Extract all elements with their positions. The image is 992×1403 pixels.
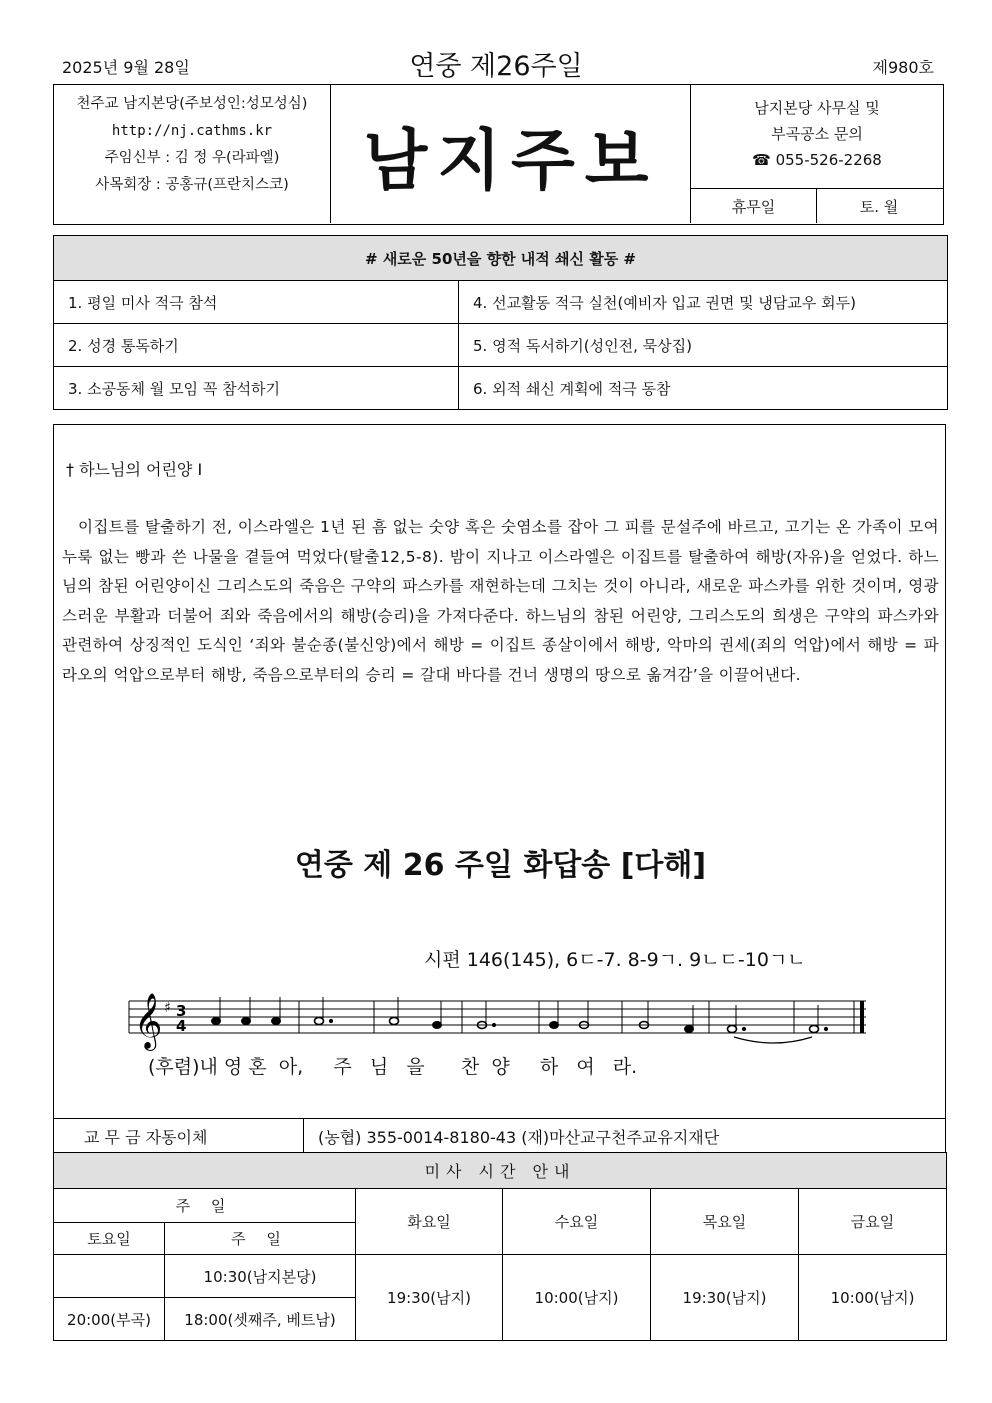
office-contact [691, 85, 943, 189]
psalm-refrain: (후렴)내 영 혼 아, 주 님 을 찬 양 하 여 라. [148, 1056, 638, 1078]
saturday-empty [54, 1255, 165, 1298]
parish-info [54, 85, 331, 223]
sunday-subheader: 주 일 [165, 1223, 356, 1255]
quarter-note [685, 1026, 694, 1033]
mass-schedule-table [53, 1152, 947, 1341]
psalm-title: 연중 제 26 주일 화답송 [다해] [294, 848, 707, 883]
sunday-1030: 10:30(남지본당) [165, 1255, 356, 1298]
wednesday-time: 10:00(남지) [503, 1255, 651, 1341]
music-staff [124, 993, 874, 1057]
time-signature-top: 3 [176, 1002, 187, 1020]
masthead-title: 남지주보 [363, 120, 659, 199]
saturday-header: 토요일 [54, 1223, 165, 1255]
activity-item: 3. 소공동체 월 모임 꼭 참석하기 [54, 367, 459, 410]
wednesday-header: 수요일 [503, 1189, 651, 1255]
sunday-header: 주 일 [54, 1189, 356, 1223]
quarter-note [433, 1022, 442, 1029]
main-content [53, 424, 946, 1118]
offering-label: 교 무 금 자동이체 [54, 1119, 304, 1154]
activity-item: 2. 성경 통독하기 [54, 324, 459, 367]
masthead-title-area [331, 85, 691, 223]
rest-label: 휴무일 [691, 189, 817, 223]
sharp-icon: ♯ [164, 1000, 171, 1016]
issue-number: 제980호 [872, 58, 934, 77]
liturgical-title: 연중 제26주일 [409, 51, 583, 82]
sunday-1800: 18:00(셋째주, 베트남) [165, 1298, 356, 1341]
quarter-note [212, 1018, 221, 1025]
activity-item: 5. 영적 독서하기(성인전, 묵상집) [459, 324, 948, 367]
friday-header: 금요일 [799, 1189, 947, 1255]
offering-account: (농협) 355-0014-8180-43 (재)마산교구천주교유지재단 [304, 1119, 946, 1154]
dotted-half-note [315, 1018, 324, 1025]
thursday-time: 19:30(남지) [651, 1255, 799, 1341]
activity-item: 6. 외적 쇄신 계획에 적극 동참 [459, 367, 948, 410]
rest-days: 토. 월 [859, 197, 899, 216]
tie [734, 1037, 812, 1043]
time-signature-bottom: 4 [176, 1017, 187, 1035]
thursday-header: 목요일 [651, 1189, 799, 1255]
article-title: † 하느님의 어린양 I [66, 460, 203, 479]
office-info [690, 85, 943, 223]
activities-title: # 새로운 50년을 향한 내적 쇄신 활동 # [54, 236, 948, 281]
offering-table [53, 1118, 946, 1154]
tuesday-time: 19:30(남지) [356, 1255, 503, 1341]
friday-time: 10:00(남지) [799, 1255, 947, 1341]
quarter-note [550, 1022, 559, 1029]
activity-item: 1. 평일 미사 적극 참석 [54, 281, 459, 324]
activity-item: 4. 선교활동 적극 실천(예비자 입교 권면 및 냉담교우 회두) [459, 281, 948, 324]
issue-date: 2025년 9월 28일 [62, 58, 190, 77]
activities-table [53, 235, 948, 410]
pastor: 주임신부 : 김 정 우(라파엘) [104, 150, 280, 166]
office-line1: 남지본당 사무실 및 [754, 99, 880, 117]
dotted-half-note [728, 1026, 737, 1033]
office-line2: 부곡공소 문의 [771, 125, 863, 143]
council-president: 사목회장 : 공홍규(프란치스코) [95, 177, 289, 193]
parish-url[interactable]: http://nj.cathms.kr [111, 123, 273, 139]
dotted-half-note [810, 1026, 819, 1033]
quarter-note [242, 1018, 251, 1025]
mass-schedule-title: 미사 시간 안내 [54, 1153, 947, 1189]
psalm-reference: 시편 146(145), 6ㄷ-7. 8-9ㄱ. 9ㄴㄷ-10ㄱㄴ [424, 949, 806, 971]
tuesday-header: 화요일 [356, 1189, 503, 1255]
half-note [390, 1018, 399, 1025]
treble-clef-icon: 𝄞 [134, 993, 163, 1049]
article-body [62, 513, 939, 690]
quarter-note [272, 1018, 281, 1025]
office-phone: ☎ 055-526-2268 [752, 151, 882, 169]
article-text: 이집트를 탈출하기 전, 이스라엘은 1년 된 흠 없는 숫양 혹은 숫염소를 잡아 그 피를 문설주에 바르고, 고기는 온 가족이 모여 누룩 없는 빵과 쓴 나물을 곁들여 먹었다(탈출12,5-8). 밤이 지나고 이스라엘은 이집트를 탈출하여 해방(자유)을 얻었다. 하느님의 참된 어린양이신 그리스도의 죽음은 구약의 파스카를 재현하는데 그치는 것이 아니라, 새로운 파스카를 위한 것이며, 영광스러운 부활과 더불어 죄와 죽음에서의 해방(승리)을 가져다준다. 하느님의 참된 어린양, 그리스도의 희생은 구약의 파스카와 관련하여 상징적인 도식인 ‘죄와 불순종(불신앙)에서 해방 = 이집트 종살이에서 해방, 악마의 권세(죄의 억압)에서 해방 = 파라오의 억압으로부터 해방, 죽음으로부터의 승리 = 갈대 바다를 건너 생명의 땅으로 옮겨감’을 이끌어낸다. [62, 518, 939, 684]
saturday-2000: 20:00(부곡) [54, 1298, 165, 1341]
parish-name: 천주교 남지본당(주보성인:성모성심) [76, 96, 308, 112]
masthead-box [53, 84, 944, 225]
